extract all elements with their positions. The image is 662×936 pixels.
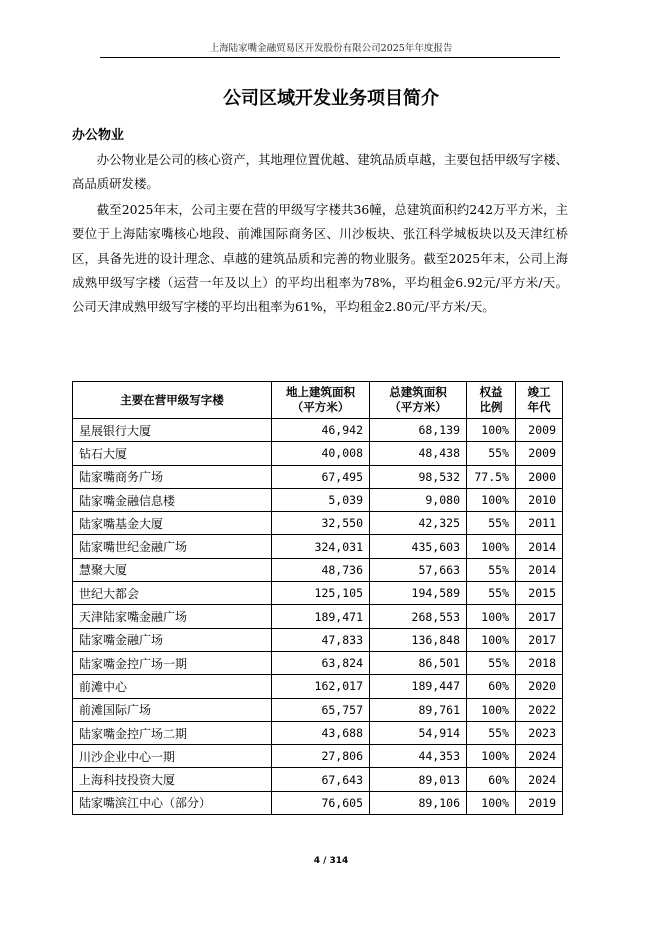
header-divider	[100, 57, 560, 58]
cell-above-ground-area: 125,105	[272, 582, 370, 605]
cell-building-name: 陆家嘴金控广场一期	[73, 651, 272, 674]
table-row	[73, 721, 563, 744]
cell-building-name: 慧聚大厦	[73, 558, 272, 581]
cell-building-name: 钻石大厦	[73, 442, 272, 465]
cell-completion-year: 2014	[516, 535, 563, 558]
cell-total-area: 57,663	[370, 558, 467, 581]
cell-equity-ratio: 100%	[467, 605, 516, 628]
table-row	[73, 628, 563, 651]
cell-completion-year: 2017	[516, 628, 563, 651]
cell-completion-year: 2020	[516, 675, 563, 698]
cell-completion-year: 2017	[516, 605, 563, 628]
cell-building-name: 世纪大都会	[73, 582, 272, 605]
cell-building-name: 天津陆家嘴金融广场	[73, 605, 272, 628]
cell-completion-year: 2022	[516, 698, 563, 721]
cell-equity-ratio: 55%	[467, 582, 516, 605]
cell-building-name: 川沙企业中心一期	[73, 745, 272, 768]
table-row	[73, 465, 563, 488]
table-row	[73, 442, 563, 465]
cell-total-area: 89,013	[370, 768, 467, 791]
cell-total-area: 54,914	[370, 721, 467, 744]
cell-total-area: 86,501	[370, 651, 467, 674]
cell-building-name: 陆家嘴金控广场二期	[73, 721, 272, 744]
cell-completion-year: 2009	[516, 442, 563, 465]
cell-equity-ratio: 100%	[467, 535, 516, 558]
cell-building-name: 陆家嘴金融信息楼	[73, 488, 272, 511]
table-row	[73, 582, 563, 605]
page-title: 公司区域开发业务项目简介	[223, 88, 439, 109]
column-header-above-ground-area: 地上建筑面积 （平方米）	[272, 382, 370, 419]
table-row	[73, 488, 563, 511]
cell-total-area: 268,553	[370, 605, 467, 628]
cell-equity-ratio: 55%	[467, 651, 516, 674]
cell-equity-ratio: 55%	[467, 558, 516, 581]
cell-equity-ratio: 100%	[467, 488, 516, 511]
table-row	[73, 768, 563, 791]
cell-completion-year: 2019	[516, 791, 563, 814]
cell-completion-year: 2011	[516, 512, 563, 535]
office-buildings-table	[72, 381, 563, 815]
cell-above-ground-area: 48,736	[272, 558, 370, 581]
cell-above-ground-area: 43,688	[272, 721, 370, 744]
cell-above-ground-area: 67,643	[272, 768, 370, 791]
cell-completion-year: 2010	[516, 488, 563, 511]
cell-above-ground-area: 162,017	[272, 675, 370, 698]
cell-equity-ratio: 55%	[467, 721, 516, 744]
table-row	[73, 419, 563, 442]
cell-total-area: 98,532	[370, 465, 467, 488]
cell-completion-year: 2009	[516, 419, 563, 442]
cell-completion-year: 2024	[516, 768, 563, 791]
cell-total-area: 189,447	[370, 675, 467, 698]
cell-above-ground-area: 67,495	[272, 465, 370, 488]
cell-above-ground-area: 32,550	[272, 512, 370, 535]
column-header-completion-year: 竣工 年代	[516, 382, 563, 419]
cell-building-name: 陆家嘴商务广场	[73, 465, 272, 488]
cell-equity-ratio: 100%	[467, 698, 516, 721]
cell-above-ground-area: 47,833	[272, 628, 370, 651]
cell-completion-year: 2024	[516, 745, 563, 768]
cell-above-ground-area: 324,031	[272, 535, 370, 558]
section-heading: 办公物业	[72, 128, 125, 143]
cell-total-area: 44,353	[370, 745, 467, 768]
cell-building-name: 陆家嘴基金大厦	[73, 512, 272, 535]
cell-total-area: 9,080	[370, 488, 467, 511]
cell-equity-ratio: 60%	[467, 675, 516, 698]
cell-total-area: 42,325	[370, 512, 467, 535]
cell-completion-year: 2014	[516, 558, 563, 581]
cell-total-area: 194,589	[370, 582, 467, 605]
cell-equity-ratio: 55%	[467, 442, 516, 465]
cell-total-area: 89,761	[370, 698, 467, 721]
cell-building-name: 前滩国际广场	[73, 698, 272, 721]
table-body	[73, 419, 563, 815]
cell-equity-ratio: 100%	[467, 745, 516, 768]
cell-completion-year: 2018	[516, 651, 563, 674]
cell-equity-ratio: 100%	[467, 419, 516, 442]
cell-equity-ratio: 100%	[467, 791, 516, 814]
cell-completion-year: 2000	[516, 465, 563, 488]
cell-equity-ratio: 55%	[467, 512, 516, 535]
cell-building-name: 陆家嘴世纪金融广场	[73, 535, 272, 558]
cell-above-ground-area: 40,008	[272, 442, 370, 465]
cell-total-area: 48,438	[370, 442, 467, 465]
cell-above-ground-area: 76,605	[272, 791, 370, 814]
table-row	[73, 651, 563, 674]
paragraph: 截至2025年末，公司主要在营的甲级写字楼共36幢，总建筑面积约242万平方米，主要位于上海陆家嘴核心地段、前滩国际商务区、川沙板块、张江科学城板块以及天津红桥区，具备先进的设计理念、卓越的建筑品质和完善的物业服务。截至2025年末，公司上海成熟甲级写字楼（运营一年及以上）的平均出租率为78%，平均租金6.92元/平方米/天。公司天津成熟甲级写字楼的平均出租率为61%，平均租金2.80元/平方米/天。	[72, 202, 568, 315]
running-header: 上海陆家嘴金融贸易区开发股份有限公司2025年年度报告	[209, 43, 453, 54]
table-row	[73, 698, 563, 721]
cell-building-name: 陆家嘴金融广场	[73, 628, 272, 651]
cell-equity-ratio: 100%	[467, 628, 516, 651]
table-row	[73, 605, 563, 628]
cell-equity-ratio: 60%	[467, 768, 516, 791]
cell-above-ground-area: 27,806	[272, 745, 370, 768]
cell-above-ground-area: 189,471	[272, 605, 370, 628]
cell-building-name: 星展银行大厦	[73, 419, 272, 442]
cell-total-area: 89,106	[370, 791, 467, 814]
cell-completion-year: 2015	[516, 582, 563, 605]
table-row	[73, 512, 563, 535]
cell-equity-ratio: 77.5%	[467, 465, 516, 488]
column-header-total-area: 总建筑面积 （平方米）	[370, 382, 467, 419]
cell-total-area: 68,139	[370, 419, 467, 442]
cell-total-area: 435,603	[370, 535, 467, 558]
cell-above-ground-area: 46,942	[272, 419, 370, 442]
column-header-equity-ratio: 权益 比例	[467, 382, 516, 419]
cell-above-ground-area: 63,824	[272, 651, 370, 674]
page-number: 4 / 314	[313, 856, 349, 866]
cell-above-ground-area: 65,757	[272, 698, 370, 721]
cell-building-name: 前滩中心	[73, 675, 272, 698]
cell-building-name: 陆家嘴滨江中心（部分）	[73, 791, 272, 814]
paragraph: 办公物业是公司的核心资产，其地理位置优越、建筑品质卓越，主要包括甲级写字楼、高品质研发楼。	[72, 152, 568, 192]
table-header-row	[73, 382, 563, 419]
table-row	[73, 558, 563, 581]
table-row	[73, 675, 563, 698]
cell-building-name: 上海科技投资大厦	[73, 768, 272, 791]
table-row	[73, 535, 563, 558]
table-row	[73, 745, 563, 768]
cell-total-area: 136,848	[370, 628, 467, 651]
cell-completion-year: 2023	[516, 721, 563, 744]
table-row	[73, 791, 563, 814]
cell-above-ground-area: 5,039	[272, 488, 370, 511]
column-header-name: 主要在营甲级写字楼	[73, 382, 272, 419]
